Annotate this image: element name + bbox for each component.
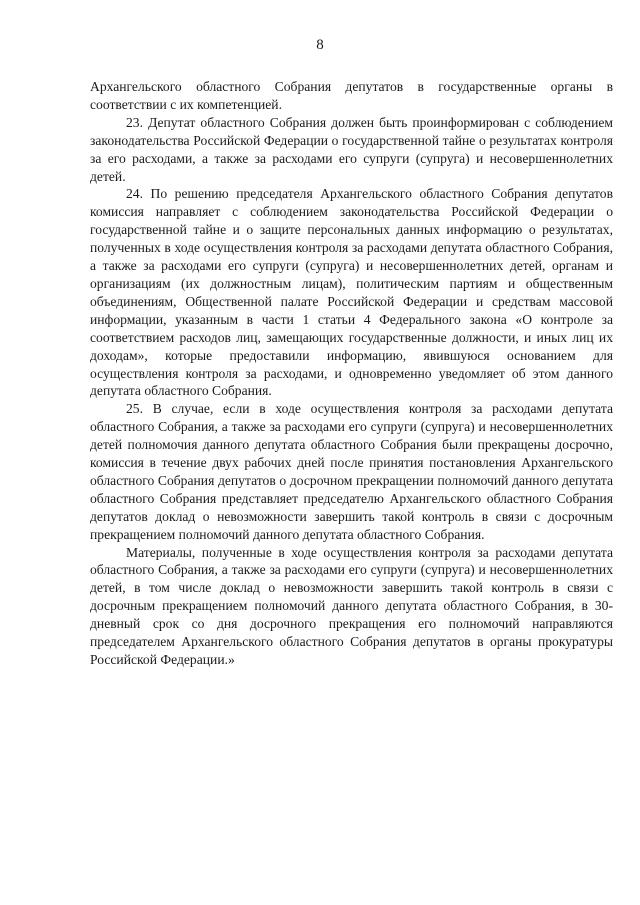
paragraph-item-25: 25. В случае, если в ходе осуществления контроля за расходами депутата областного Собрания, а также за расходами его супруги (супруга) и несовершеннолетних детей полномочия данного депутата областного Собрания были прекращены досрочно, комиссия в течение двух рабочих дней после принятия постановления Архангельского областного Собрания депутатов о досрочном прекращении полномочий данного депутата областного Собрания представляет председателю Архангельского областного Собрания депутатов доклад о невозможности завершить такой контроль в связи с досрочным прекращением полномочий данного депутата областного Собрания. — [90, 401, 613, 542]
paragraph-item-24: 24. По решению председателя Архангельского областного Собрания депутатов комиссия направляет с соблюдением законодательства Российской Федерации о государственной тайне и о защите персональных данных информацию о результатах, полученных в ходе осуществления контроля за расходами депутата областного Собрания, а также за расходами его супруги (супруга) и несовершеннолетних детей, органам и организациям (их должностным лицам), политическим партиям и общественным объединениям, Общественной палате Российской Федерации и средствам массовой информации, указанным в части 1 статьи 4 Федерального закона «О контроле за соответствием расходов лиц, замещающих государственные должности, и иных лиц их доходам», которые предоставили информацию, явившуюся основанием для осуществления контроля за расходами, и одновременно уведомляет об этом данного депутата областного Собрания. — [90, 186, 613, 399]
paragraph-materials: Материалы, полученные в ходе осуществления контроля за расходами депутата областного Собрания, а также за расходами его супруги (супруга) и несовершеннолетних детей, в том числе доклад о невозможности завершить такой контроль в связи с досрочным прекращением полномочий данного депутата областного Собрания, в 30-дневный срок со дня досрочного прекращения его полномочий направляются председателем Архангельского областного Собрания депутатов в органы прокуратуры Российской Федерации.» — [90, 544, 613, 667]
document-body — [90, 78, 613, 669]
paragraph-continuation: Архангельского областного Собрания депутатов в государственные органы в соответствии с их компетенцией. — [90, 79, 613, 112]
page-number: 8 — [316, 37, 324, 53]
paragraph-item-23: 23. Депутат областного Собрания должен быть проинформирован с соблюдением законодательства Российской Федерации о государственной тайне о результатах контроля за его расходами, а также за расходами его супруги (супруга) и несовершеннолетних детей. — [90, 114, 613, 184]
